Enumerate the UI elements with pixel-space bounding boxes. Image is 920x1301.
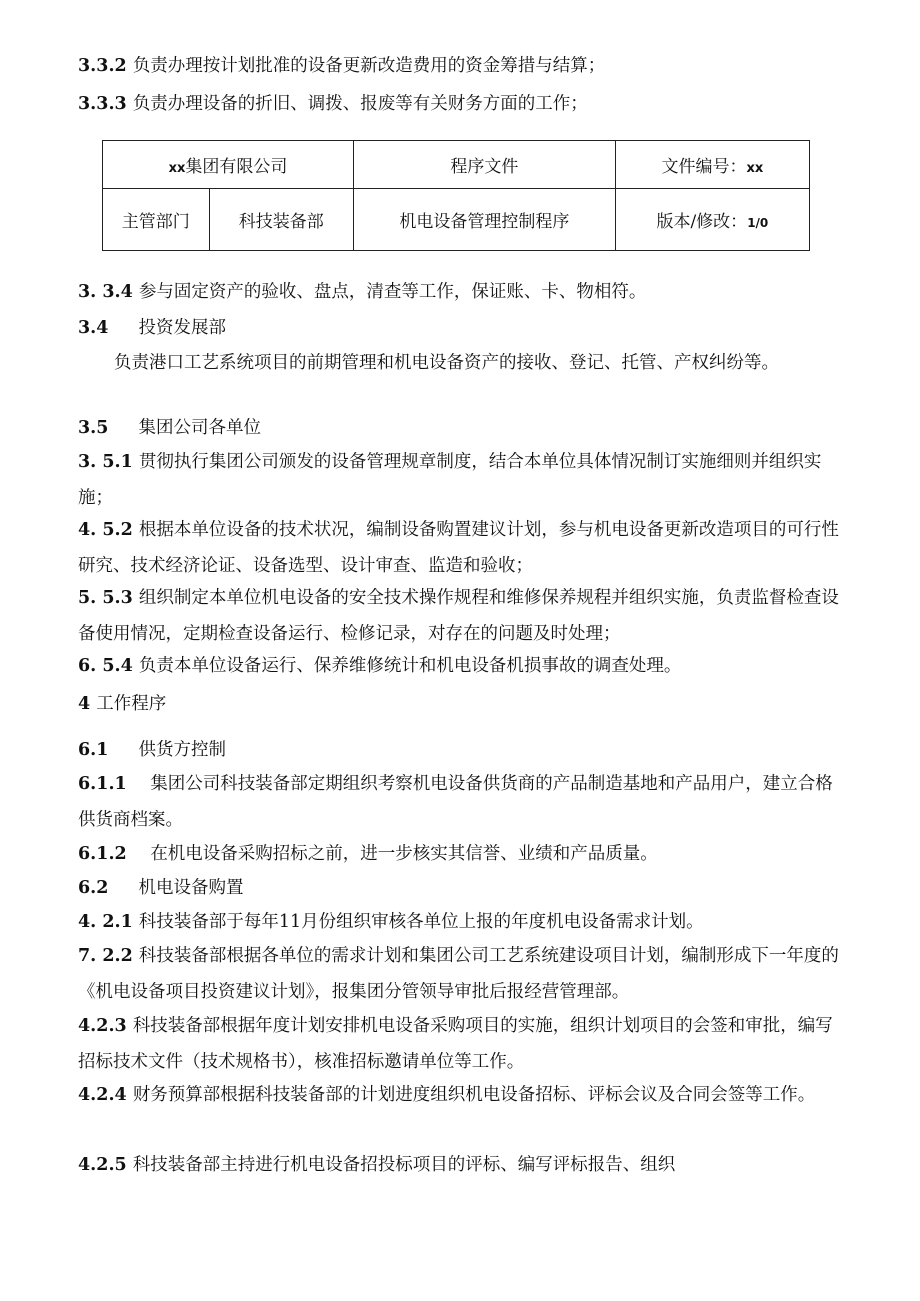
clause-3-3-3: 3.3.3 负责办理设备的折旧、调拨、报废等有关财务方面的工作； xyxy=(78,94,588,114)
doc-number-cell: 文件编号：xx xyxy=(615,141,809,189)
section-6-1: 6.1 供货方控制 xyxy=(78,740,226,760)
clause-6-5-4: 6. 5.4 负责本单位设备运行、保养维修统计和机电设备机损事故的调查处理。 xyxy=(78,656,682,676)
section-3-4: 3.4 投资发展部 xyxy=(78,318,226,338)
dept-value-cell: 科技装备部 xyxy=(209,189,353,251)
clause-4-2-1: 4. 2.1 科技装备部于每年11月份组织审核各单位上报的年度机电设备需求计划。 xyxy=(78,912,704,932)
document-header-table xyxy=(102,140,810,251)
dept-label-cell: 主管部门 xyxy=(103,189,210,251)
section-3-5: 3.5 集团公司各单位 xyxy=(78,418,261,438)
clause-7-2-2: 7. 2.2 科技装备部根据各单位的需求计划和集团公司工艺系统建设项目计划，编制形成下一年度的《机电设备项目投资建议计划》，报集团分管领导审批后报经营管理部。 xyxy=(78,946,839,1002)
clause-4-5-2: 4. 5.2 根据本单位设备的技术状况，编制设备购置建议计划，参与机电设备更新改造项目的可行性研究、技术经济论证、设备选型、设计审查、监造和验收； xyxy=(78,520,839,576)
section-3-4-body: 负责港口工艺系统项目的前期管理和机电设备资产的接收、登记、托管、产权纠纷等。 xyxy=(114,353,779,373)
clause-4-2-4: 4.2.4 财务预算部根据科技装备部的计划进度组织机电设备招标、评标会议及合同会签等工作。 xyxy=(78,1085,816,1105)
section-4-heading: 4 工作程序 xyxy=(78,694,167,714)
clause-3-3-4: 3. 3.4 参与固定资产的验收、盘点，清查等工作，保证账、卡、物相符。 xyxy=(78,282,647,302)
doc-title-cell: 机电设备管理控制程序 xyxy=(353,189,615,251)
clause-3-3-2: 3.3.2 负责办理按计划批准的设备更新改造费用的资金筹措与结算； xyxy=(78,56,606,76)
clause-6-1-2: 6.1.2 在机电设备采购招标之前，进一步核实其信誉、业绩和产品质量。 xyxy=(78,844,658,864)
clause-4-2-5: 4.2.5 科技装备部主持进行机电设备招投标项目的评标、编写评标报告、组织 xyxy=(78,1155,676,1175)
clause-5-5-3: 5. 5.3 组织制定本单位机电设备的安全技术操作规程和维修保养规程并组织实施，负责监督检查设备使用情况，定期检查设备运行、检修记录，对存在的问题及时处理； xyxy=(78,588,839,644)
clause-4-2-3: 4.2.3 科技装备部根据年度计划安排机电设备采购项目的实施，组织计划项目的会签和审批，编写招标技术文件（技术规格书），核准招标邀请单位等工作。 xyxy=(78,1016,833,1072)
clause-6-1-1: 6.1.1 集团公司科技装备部定期组织考察机电设备供货商的产品制造基地和产品用户，建立合格供货商档案。 xyxy=(78,774,833,830)
section-6-2: 6.2 机电设备购置 xyxy=(78,878,244,898)
clause-3-5-1: 3. 5.1 贯彻执行集团公司颁发的设备管理规章制度，结合本单位具体情况制订实施细则并组织实施； xyxy=(78,452,822,508)
company-cell: xx集团有限公司 xyxy=(103,141,354,189)
doc-type-cell: 程序文件 xyxy=(353,141,615,189)
version-cell: 版本/修改：1/0 xyxy=(615,189,809,251)
